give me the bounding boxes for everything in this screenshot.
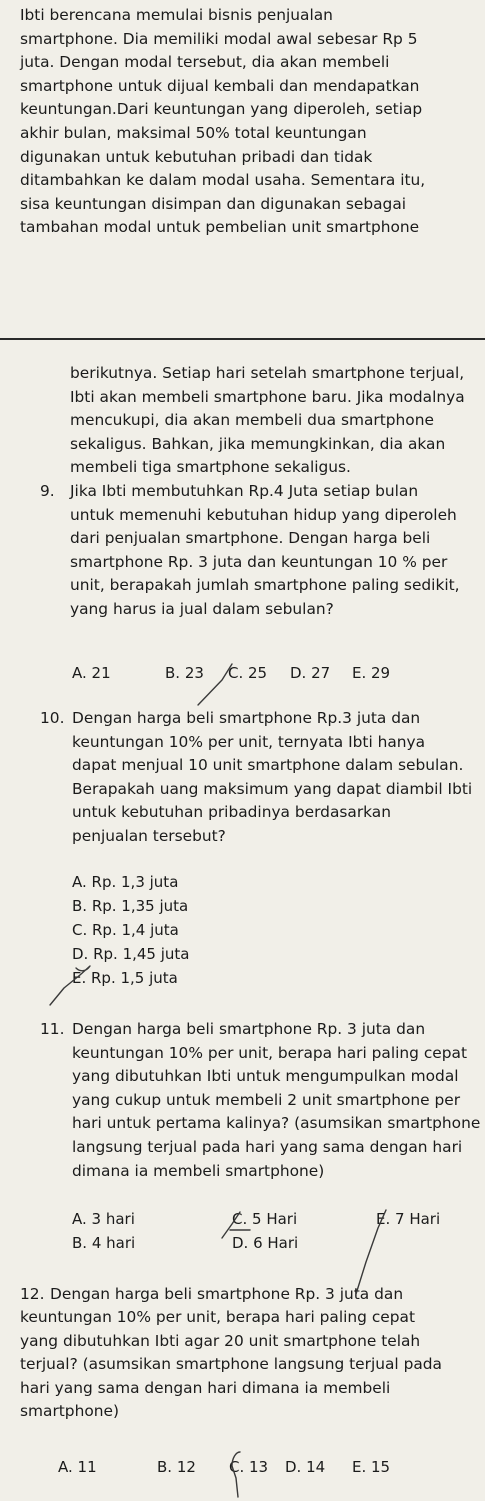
text-line: untuk memenuhi kebutuhan hidup yang diperoleh bbox=[70, 505, 457, 524]
text-line: keuntungan.Dari keuntungan yang diperoleh, setiap bbox=[20, 100, 423, 119]
pencil-check-q11-c bbox=[222, 1212, 240, 1238]
text-line: smartphone Rp. 3 juta dan keuntungan 10 % per bbox=[70, 552, 448, 571]
text-line: Ibti berencana memulai bisnis penjualan bbox=[20, 6, 333, 24]
question-12-number: 12. bbox=[20, 1285, 45, 1303]
question-10-option-a[interactable]: A. Rp. 1,3 juta bbox=[72, 873, 179, 891]
question-10-option-b[interactable]: B. Rp. 1,35 juta bbox=[72, 897, 189, 915]
pencil-check-q10 bbox=[50, 966, 90, 1005]
question-10-number: 10. bbox=[40, 709, 65, 727]
pencil-check-q11-e bbox=[356, 1210, 386, 1294]
question-12-option-b[interactable]: B. 12 bbox=[157, 1458, 196, 1476]
text-line: Dengan harga beli smartphone Rp. 3 juta dan bbox=[50, 1285, 404, 1303]
text-line: yang harus ia jual dalam sebulan? bbox=[70, 599, 334, 618]
question-9-option-a[interactable]: A. 21 bbox=[72, 664, 111, 682]
text-line: keuntungan 10% per unit, berapa hari paling cepat bbox=[20, 1308, 416, 1326]
text-line: berikutnya. Setiap hari setelah smartphone terjual, bbox=[70, 364, 465, 382]
text-line: keuntungan 10% per unit, berapa hari paling cepat bbox=[72, 1043, 468, 1062]
text-line: juta. Dengan modal tersebut, dia akan membeli bbox=[20, 53, 390, 72]
question-12-option-e[interactable]: E. 15 bbox=[352, 1458, 391, 1476]
text-line: langsung terjual pada hari yang sama dengan hari bbox=[72, 1137, 463, 1156]
question-9-option-b[interactable]: B. 23 bbox=[165, 664, 204, 682]
text-line: penjualan tersebut? bbox=[72, 826, 226, 845]
text-line: yang cukup untuk membeli 2 unit smartphone per bbox=[72, 1090, 461, 1109]
text-line: untuk kebutuhan pribadinya berdasarkan bbox=[72, 803, 391, 822]
pencil-check-q12 bbox=[232, 1452, 240, 1497]
text-line: smartphone) bbox=[20, 1402, 119, 1421]
text-line: ditambahkan ke dalam modal usaha. Sementara itu, bbox=[20, 171, 426, 190]
text-line: Jika Ibti membutuhkan Rp.4 Juta setiap bulan bbox=[70, 482, 419, 500]
text-line: membeli tiga smartphone sekaligus. bbox=[70, 458, 351, 477]
text-line: sisa keuntungan disimpan dan digunakan sebagai bbox=[20, 194, 407, 213]
text-line: hari yang sama dengan hari dimana ia membeli bbox=[20, 1378, 391, 1397]
question-9-option-e[interactable]: E. 29 bbox=[352, 664, 391, 682]
text-line: sekaligus. Bahkan, jika memungkinkan, dia akan bbox=[70, 434, 446, 453]
text-line: dimana ia membeli smartphone) bbox=[72, 1161, 325, 1180]
text-line: Ibti akan membeli smartphone baru. Jika modalnya bbox=[70, 387, 465, 406]
text-line: Dengan harga beli smartphone Rp.3 juta dan bbox=[72, 709, 421, 727]
text-line: yang dibutuhkan Ibti untuk mengumpulkan modal bbox=[72, 1067, 459, 1086]
question-11-option-b[interactable]: B. 4 hari bbox=[72, 1234, 136, 1252]
question-10-option-c[interactable]: C. Rp. 1,4 juta bbox=[72, 921, 179, 939]
question-9-option-d[interactable]: D. 27 bbox=[290, 664, 331, 682]
text-line: hari untuk pertama kalinya? (asumsikan smartphone bbox=[72, 1114, 481, 1133]
text-line: Dengan harga beli smartphone Rp. 3 juta dan bbox=[72, 1020, 426, 1038]
text-line: dari penjualan smartphone. Dengan harga beli bbox=[70, 529, 431, 548]
question-11-option-c[interactable]: C. 5 Hari bbox=[232, 1210, 298, 1228]
text-line: unit, berapakah jumlah smartphone paling sedikit, bbox=[70, 576, 460, 595]
text-line: yang dibutuhkan Ibti agar 20 unit smartphone telah bbox=[20, 1331, 421, 1350]
question-9-option-c[interactable]: C. 25 bbox=[228, 664, 268, 682]
question-11-option-a[interactable]: A. 3 hari bbox=[72, 1210, 135, 1228]
question-12-option-a[interactable]: A. 11 bbox=[58, 1458, 97, 1476]
text-line: terjual? (asumsikan smartphone langsung terjual pada bbox=[20, 1355, 442, 1374]
pencil-check-q9 bbox=[198, 664, 232, 705]
question-12-option-d[interactable]: D. 14 bbox=[285, 1458, 326, 1476]
question-10-option-d[interactable]: D. Rp. 1,45 juta bbox=[72, 945, 190, 963]
question-11-option-e[interactable]: E. 7 Hari bbox=[376, 1210, 441, 1228]
question-11-option-d[interactable]: D. 6 Hari bbox=[232, 1234, 299, 1252]
text-line: smartphone untuk dijual kembali dan mendapatkan bbox=[20, 76, 420, 95]
question-10-option-e[interactable]: E. Rp. 1,5 juta bbox=[72, 969, 178, 987]
text-line: keuntungan 10% per unit, ternyata Ibti hanya bbox=[72, 732, 426, 751]
text-line: dapat menjual 10 unit smartphone dalam sebulan. bbox=[72, 756, 464, 775]
text-line: akhir bulan, maksimal 50% total keuntungan bbox=[20, 123, 367, 142]
text-line: smartphone. Dia memiliki modal awal sebesar Rp 5 bbox=[20, 29, 418, 48]
text-line: Berapakah uang maksimum yang dapat diambil Ibti bbox=[72, 779, 473, 798]
text-line: digunakan untuk kebutuhan pribadi dan tidak bbox=[20, 147, 373, 166]
text-line: mencukupi, dia akan membeli dua smartphone bbox=[70, 411, 434, 430]
question-9-number: 9. bbox=[40, 482, 55, 500]
question-11-number: 11. bbox=[40, 1020, 65, 1038]
text-line: tambahan modal untuk pembelian unit smartphone bbox=[20, 218, 420, 237]
question-12-option-c[interactable]: C. 13 bbox=[229, 1458, 269, 1476]
